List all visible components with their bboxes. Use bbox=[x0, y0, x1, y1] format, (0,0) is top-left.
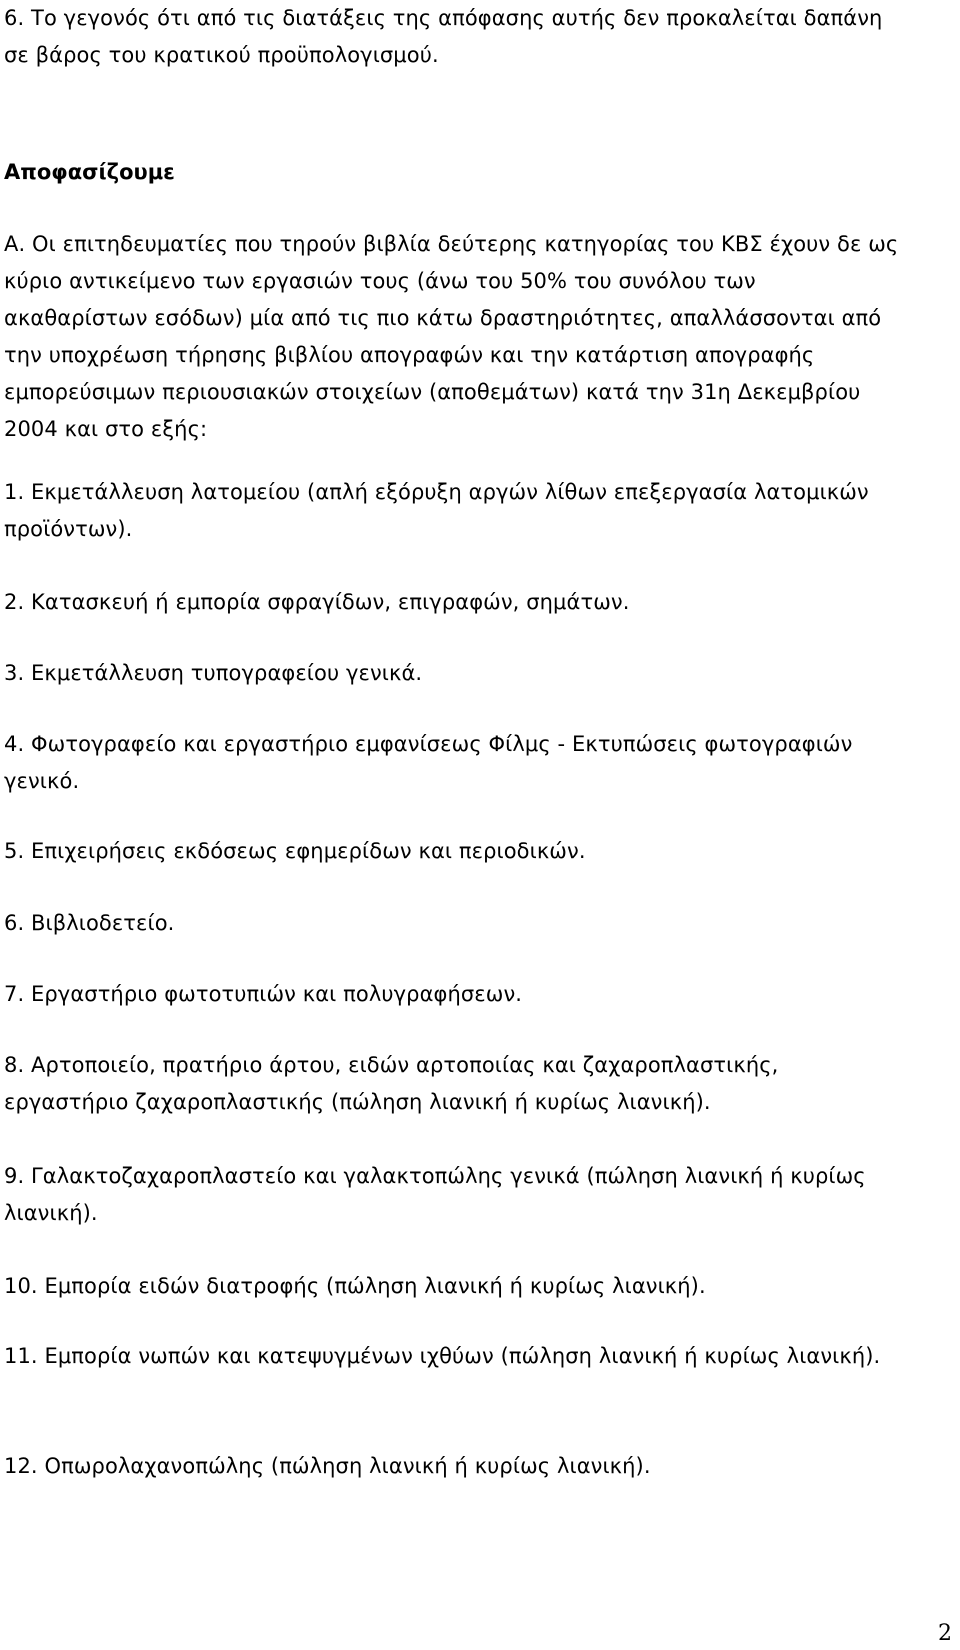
list-item: 2. Κατασκευή ή εμπορία σφραγίδων, επιγραφών, σημάτων. bbox=[4, 590, 630, 614]
list-item: 1. Εκμετάλλευση λατομείου (απλή εξόρυξη αργών λίθων επεξεργασία λατομικών προϊόντων). bbox=[4, 480, 869, 541]
list-item: 3. Εκμετάλλευση τυπογραφείου γενικά. bbox=[4, 661, 423, 685]
paragraph-a: Α. Οι επιτηδευματίες που τηρούν βιβλία δεύτερης κατηγορίας του ΚΒΣ έχουν δε ως κύριο αντικείμενο των εργασιών τους (άνω του 50% του συνόλου των ακαθαρίστων εσόδων) μία από τις πιο κάτω δραστηριότητες, απαλλάσσονται από την υποχρέωση τήρησης βιβλίου απογραφών και την κατάρτιση απογραφής εμπορεύσιμων περιουσιακών στοιχείων (αποθεμάτων) κατά την 31η Δεκεμβρίου 2004 και στο εξής: bbox=[4, 232, 899, 441]
list-item: 4. Φωτογραφείο και εργαστήριο εμφανίσεως Φίλμς - Εκτυπώσεις φωτογραφιών γενικό. bbox=[4, 732, 853, 793]
list-item: 7. Εργαστήριο φωτοτυπιών και πολυγραφήσεων. bbox=[4, 982, 523, 1006]
list-item: 6. Βιβλιοδετείο. bbox=[4, 911, 175, 935]
list-item: 5. Επιχειρήσεις εκδόσεως εφημερίδων και περιοδικών. bbox=[4, 839, 586, 863]
list-item: 12. Οπωρολαχανοπώλης (πώληση λιανική ή κυρίως λιανική). bbox=[4, 1454, 651, 1478]
list-item: 8. Αρτοποιείο, πρατήριο άρτου, ειδών αρτοποιίας και ζαχαροπλαστικής, εργαστήριο ζαχαροπλαστικής (πώληση λιανική ή κυρίως λιανική). bbox=[4, 1053, 779, 1114]
list-item: 11. Εμπορία νωπών και κατεψυγμένων ιχθύων (πώληση λιανική ή κυρίως λιανική). bbox=[4, 1344, 881, 1368]
list-item: 10. Εμπορία ειδών διατροφής (πώληση λιανική ή κυρίως λιανική). bbox=[4, 1274, 706, 1298]
decision-heading: Αποφασίζουμε bbox=[4, 160, 175, 184]
paragraph-6: 6. Το γεγονός ότι από τις διατάξεις της απόφασης αυτής δεν προκαλείται δαπάνη σε βάρος του κρατικού προϋπολογισμού. bbox=[4, 6, 883, 67]
page-number: 2 bbox=[938, 1621, 952, 1646]
list-item: 9. Γαλακτοζαχαροπλαστείο και γαλακτοπώλης γενικά (πώληση λιανική ή κυρίως λιανική). bbox=[4, 1164, 866, 1225]
